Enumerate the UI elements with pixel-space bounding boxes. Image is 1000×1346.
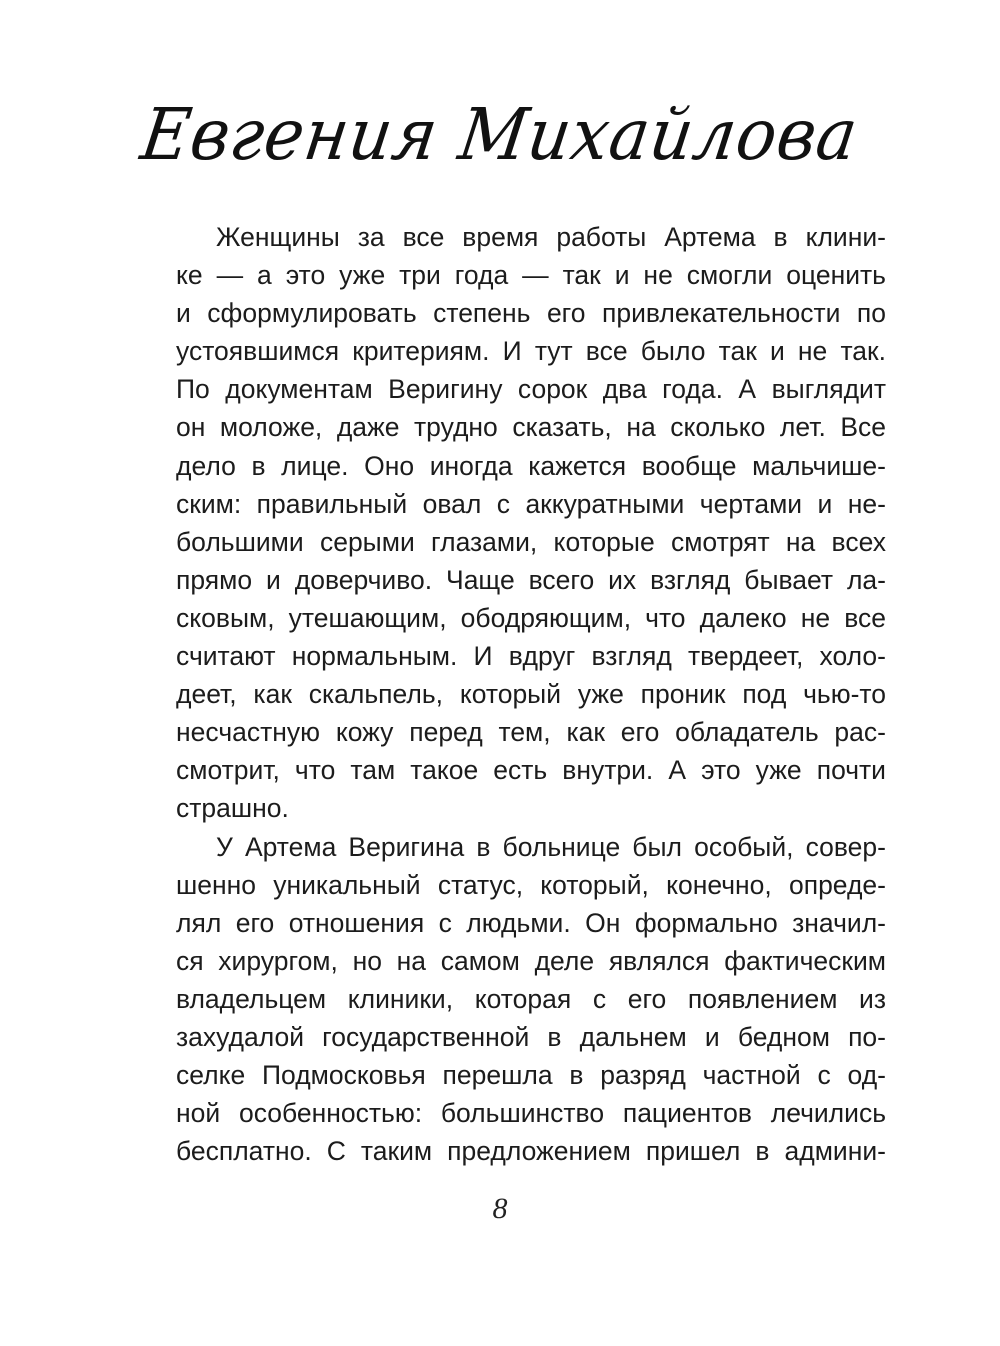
page-number: 8 <box>492 1192 508 1225</box>
text-line: устоявшимся критериям. И тут все было так и не так. <box>176 336 886 367</box>
text-line: считают нормальным. И вдруг взгляд твердеет, холо- <box>176 641 886 672</box>
text-line: лял его отношения с людьми. Он формально значил- <box>176 907 886 938</box>
text-line: бесплатно. С таким предложением пришел в админи- <box>176 1136 886 1167</box>
text-line: дело в лице. Оно иногда кажется вообще мальчише- <box>176 450 886 481</box>
text-line: сковым, утешающим, ободряющим, что далеко не все <box>176 602 886 633</box>
text-line: захудалой государственной в дальнем и бедном по- <box>176 1021 886 1052</box>
text-line: ся хирургом, но на самом деле являлся фактическим <box>176 945 886 976</box>
text-line: и сформулировать степень его привлекательности по <box>176 298 886 329</box>
text-line: У Артема Веригина в больнице был особый, совер- <box>216 831 886 862</box>
text-line: смотрит, что там такое есть внутри. А это уже почти <box>176 755 886 786</box>
text-line: ной особенностью: большинство пациентов лечились <box>176 1098 886 1129</box>
text-line: владельцем клиники, которая с его появлением из <box>176 983 886 1014</box>
text-line: селке Подмосковья перешла в разряд частной с од- <box>176 1060 886 1091</box>
text-line: прямо и доверчиво. Чаще всего их взгляд бывает ла- <box>176 564 886 595</box>
paragraph-2 <box>176 828 886 1171</box>
running-header <box>0 90 1000 180</box>
text-line: ским: правильный овал с аккуратными чертами и не- <box>176 488 886 519</box>
text-line: большими серыми глазами, которые смотрят на всех <box>176 526 886 557</box>
text-line: Женщины за все время работы Артема в клини- <box>216 222 886 252</box>
paragraph-1 <box>176 218 886 828</box>
author-name-logo: Евгения Михайлова <box>136 92 864 177</box>
text-line: он моложе, даже трудно сказать, на сколько лет. Все <box>176 412 886 443</box>
text-line: шенно уникальный статус, который, конечно, опреде- <box>176 869 886 900</box>
text-line: ке — а это уже три года — так и не смогли оценить <box>176 260 886 291</box>
text-line: страшно. <box>176 793 289 824</box>
text-line: деет, как скальпель, который уже проник под чью-то <box>176 679 886 710</box>
body-text <box>176 218 886 1170</box>
text-line: По документам Веригину сорок два года. А выглядит <box>176 374 886 405</box>
text-line: несчастную кожу перед тем, как его обладатель рас- <box>176 717 886 748</box>
